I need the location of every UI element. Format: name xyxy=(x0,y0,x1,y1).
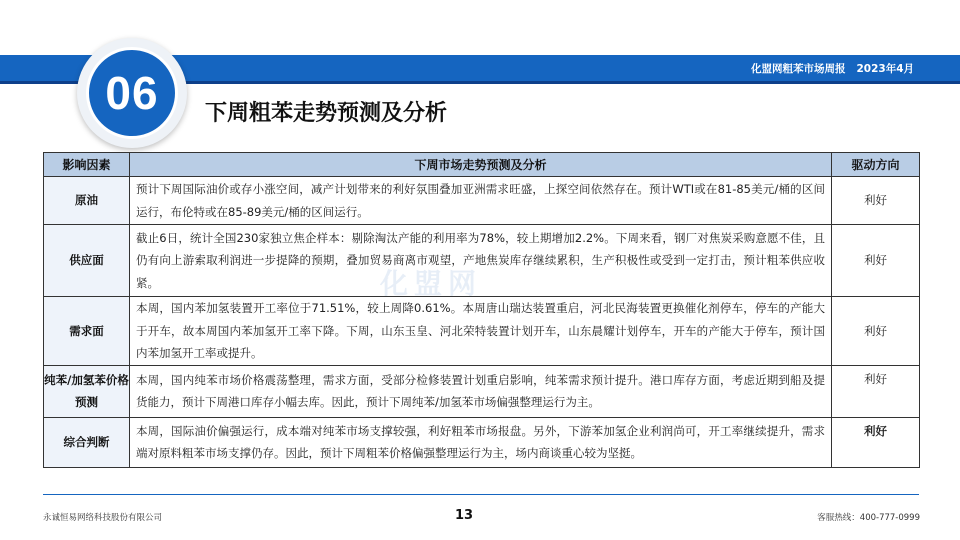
forecast-table xyxy=(43,152,920,468)
section-number: 06 xyxy=(105,67,159,119)
report-label: 化盟网粗苯市场周报 2023年4月 xyxy=(751,63,914,75)
footer-hotline: 客服热线：400-777-0999 xyxy=(817,513,920,523)
table-row xyxy=(44,297,920,366)
factor-cell: 需求面 xyxy=(44,297,130,366)
column-header-analysis: 下周市场走势预测及分析 xyxy=(130,153,832,177)
analysis-cell: 预计下周国际油价或存小涨空间，减产计划带来的利好氛围叠加亚洲需求旺盛，上探空间依然存在。预计WTI或在81-85美元/桶的区间运行，布伦特或在85-89美元/桶的区间运行。 xyxy=(130,177,832,225)
table-row xyxy=(44,365,920,417)
page-number: 13 xyxy=(455,508,474,523)
factor-cell: 供应面 xyxy=(44,225,130,297)
analysis-cell: 本周，国际油价偏强运行，成本端对纯苯市场支撑较强，利好粗苯市场报盘。另外，下游苯加氢企业利润尚可，开工率继续提升，需求端对原料粗苯市场支撑仍存。因此，预计下周粗苯价格偏强整理运行为主，场内商谈重心较为坚挺。 xyxy=(130,417,832,467)
section-badge xyxy=(86,47,178,139)
footer-company: 永诚恒易网络科技股份有限公司 xyxy=(43,513,163,523)
table-row xyxy=(44,177,920,225)
direction-cell: 利好 xyxy=(832,417,920,467)
direction-cell: 利好 xyxy=(832,225,920,297)
factor-cell: 纯苯/加氢苯价格预测 xyxy=(44,365,130,417)
direction-cell: 利好 xyxy=(832,365,920,417)
footer-divider xyxy=(43,494,919,495)
column-header-direction: 驱动方向 xyxy=(832,153,920,177)
direction-cell: 利好 xyxy=(832,297,920,366)
table-row xyxy=(44,417,920,467)
analysis-cell: 截止6日，统计全国230家独立焦企样本：剔除淘汰产能的利用率为78%，较上期增加2.2%。下周来看，钢厂对焦炭采购意愿不佳，且仍有向上游索取利润进一步提降的预期，叠加贸易商离市观望，产地焦炭库存继续累积，生产积极性或受到一定打击，预计粗苯供应收紧。 xyxy=(130,225,832,297)
direction-cell: 利好 xyxy=(832,177,920,225)
analysis-cell: 本周，国内苯加氢装置开工率位于71.51%，较上周降0.61%。本周唐山瑞达装置重启，河北民海装置更换催化剂停车，停车的产能大于开车，故本周国内苯加氢开工率下降。下周，山东玉皇、河北荣特装置计划开车，山东晨耀计划停车，开车的产能大于停车，预计国内苯加氢开工率或提升。 xyxy=(130,297,832,366)
page-title: 下周粗苯走势预测及分析 xyxy=(205,101,448,126)
table-header-row xyxy=(44,153,920,177)
forecast-table-container xyxy=(43,152,919,468)
factor-cell: 原油 xyxy=(44,177,130,225)
factor-cell: 综合判断 xyxy=(44,417,130,467)
watermark: 化盟网 xyxy=(380,267,483,300)
analysis-cell: 本周，国内纯苯市场价格震荡整理，需求方面，受部分检修装置计划重启影响，纯苯需求预计提升。港口库存方面，考虑近期到船及提货能力，预计下周港口库存小幅去库。因此，预计下周纯苯/加氢苯市场偏强整理运行为主。 xyxy=(130,365,832,417)
column-header-factor: 影响因素 xyxy=(44,153,130,177)
